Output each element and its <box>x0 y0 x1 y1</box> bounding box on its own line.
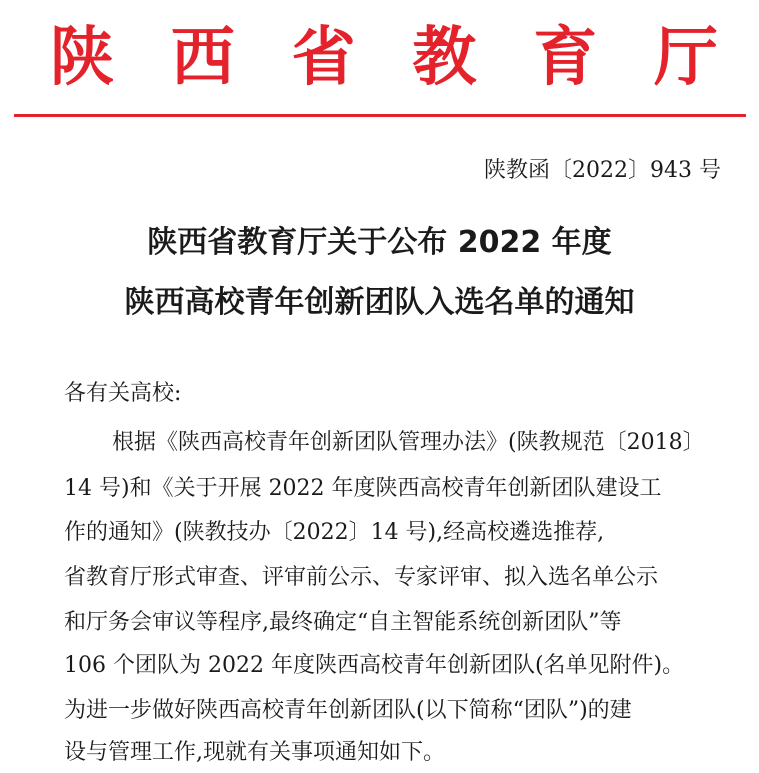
body-line-6: 106 个团队为 2022 年度陕西高校青年创新团队(名单见附件)。 <box>64 653 685 678</box>
letterhead-char-6: 厅 <box>653 21 718 95</box>
body-line-1: 根据《陕西高校青年创新团队管理办法》(陕教规范〔2018〕 <box>112 430 705 455</box>
salutation: 各有关高校: <box>64 381 182 406</box>
letterhead <box>14 12 746 104</box>
letterhead-char-3: 省 <box>291 21 356 95</box>
body-line-4: 省教育厅形式审查、评审前公示、专家评审、拟入选名单公示 <box>64 565 659 590</box>
letterhead-char-2: 西 <box>170 21 235 95</box>
document-number: 陕教函〔2022〕943 号 <box>484 158 721 183</box>
body-line-5: 和厅务会审议等程序,最终确定“自主智能系统创新团队”等 <box>64 610 622 635</box>
title-line-2: 陕西高校青年创新团队入选名单的通知 <box>124 285 635 320</box>
title-line-1: 陕西省教育厅关于公布 2022 年度 <box>147 225 612 260</box>
body-line-8: 设与管理工作,现就有关事项通知如下。 <box>64 740 445 765</box>
body-line-2: 14 号)和《关于开展 2022 年度陕西高校青年创新团队建设工 <box>64 476 662 501</box>
letterhead-char-5: 育 <box>533 21 598 95</box>
body-line-3: 作的通知》(陕教技办〔2022〕14 号),经高校遴选推荐, <box>64 520 605 545</box>
body-line-7: 为进一步做好陕西高校青年创新团队(以下简称“团队”)的建 <box>64 698 632 723</box>
letterhead-char-4: 教 <box>412 21 477 95</box>
letterhead-char-1: 陕 <box>50 21 114 95</box>
letterhead-divider <box>14 114 746 117</box>
